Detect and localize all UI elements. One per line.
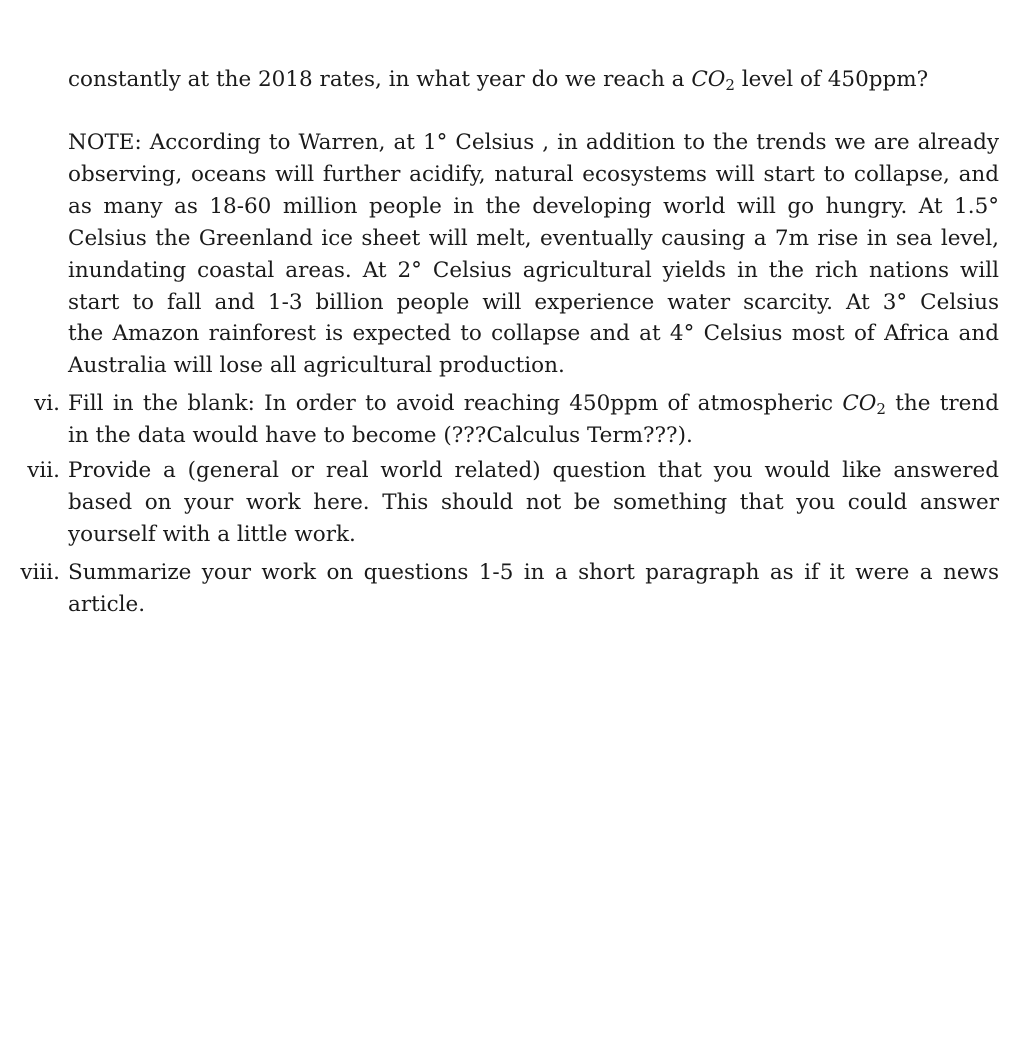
note-line: NOTE: According to Warren, at 1° Celsius , in addition to the trends we are already bbox=[68, 130, 999, 155]
item-line: article. bbox=[68, 592, 146, 617]
note-line: as many as 18-60 million people in the developing world will go hungry. At 1.5° bbox=[68, 194, 999, 219]
item-number: viii. bbox=[20, 560, 60, 585]
co2-formula: $CO_2$ bbox=[842, 391, 886, 418]
item-number: vi. bbox=[34, 391, 60, 416]
item-line: yourself with a little work. bbox=[68, 522, 356, 547]
continuation-text: constantly at the 2018 rates, in what year do we reach a bbox=[68, 67, 692, 92]
question-continuation bbox=[68, 64, 999, 96]
note-line: the Amazon rainforest is expected to collapse and at 4° Celsius most of Africa and bbox=[68, 321, 999, 346]
item-line: Provide a (general or real world related) question that you would like answered bbox=[68, 458, 999, 483]
note-line: start to fall and 1-3 billion people will experience water scarcity. At 3° Celsius bbox=[68, 290, 999, 315]
item-line: based on your work here. This should not be something that you could answer bbox=[68, 490, 999, 515]
note-line: observing, oceans will further acidify, natural ecosystems will start to collapse, and bbox=[68, 162, 999, 187]
item-line: Summarize your work on questions 1-5 in a short paragraph as if it were a news bbox=[68, 560, 999, 585]
note-line: Australia will lose all agricultural production. bbox=[68, 353, 565, 378]
note-line: Celsius the Greenland ice sheet will melt, eventually causing a 7m rise in sea level, bbox=[68, 226, 999, 251]
item-line: Fill in the blank: In order to avoid reaching 450ppm of atmospheric $CO_2$ the trend bbox=[68, 391, 999, 418]
item-number: vii. bbox=[27, 458, 60, 483]
note-line: inundating coastal areas. At 2° Celsius agricultural yields in the rich nations will bbox=[68, 258, 999, 283]
item-line: in the data would have to become (???Calculus Term???). bbox=[68, 423, 693, 448]
continuation-text-end: level of 450ppm? bbox=[734, 67, 929, 92]
co2-formula: $CO_2$ bbox=[691, 67, 735, 94]
